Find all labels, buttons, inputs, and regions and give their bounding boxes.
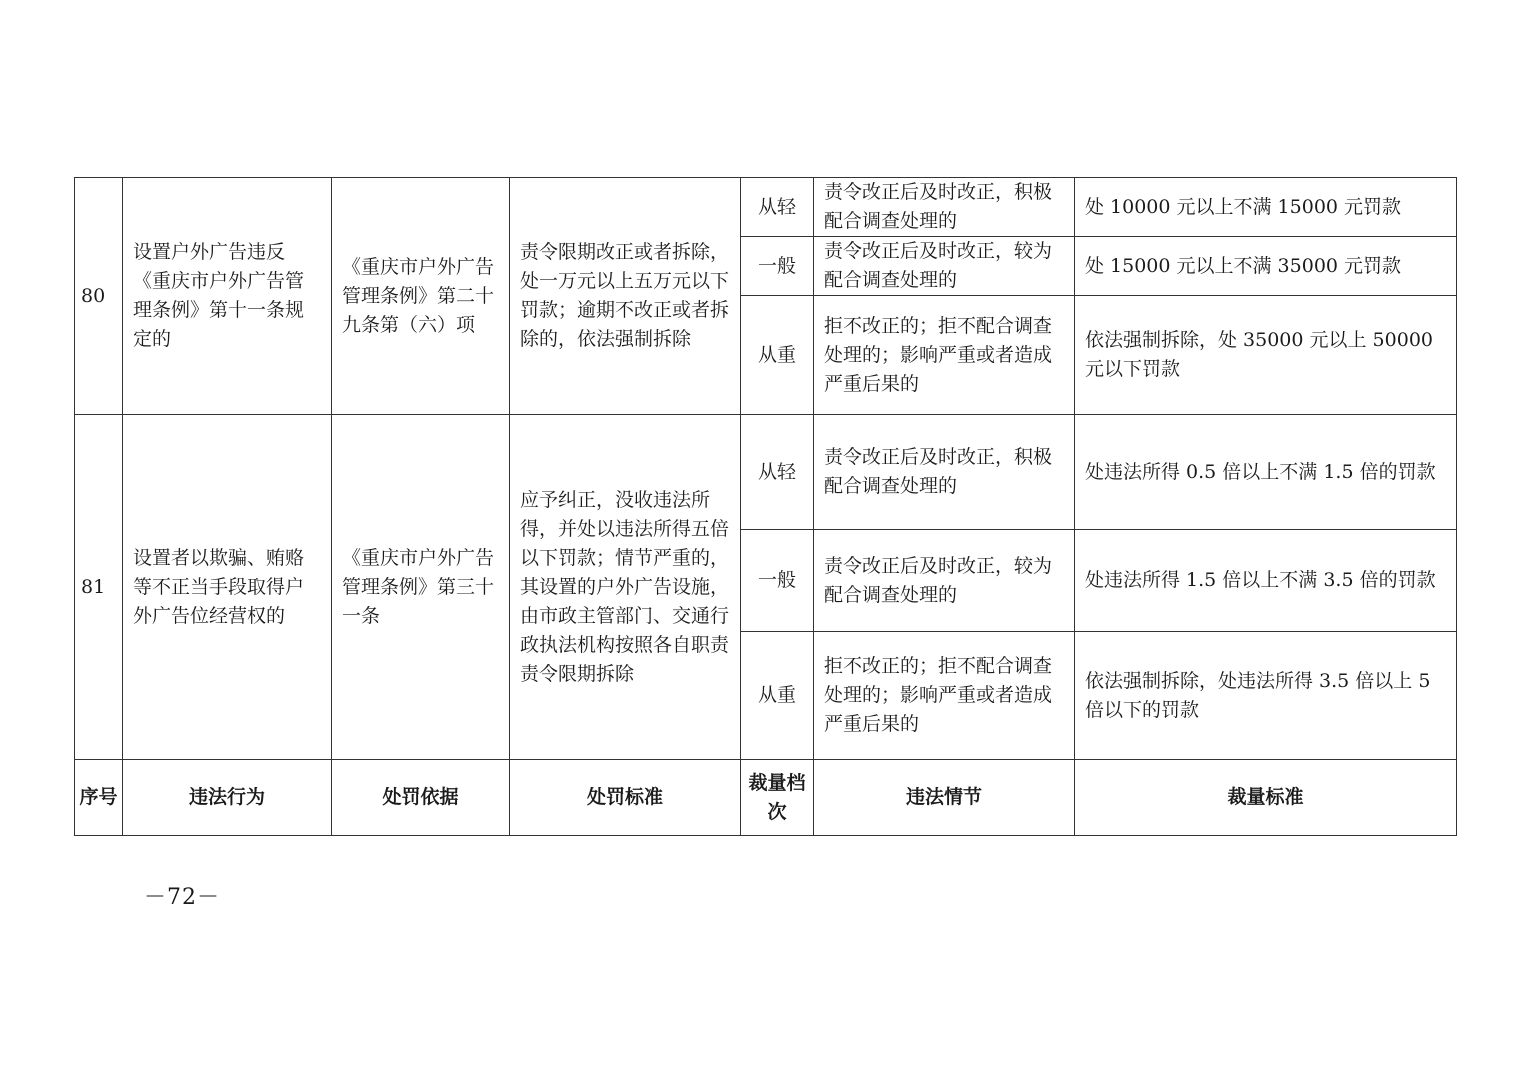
discretion-cell: 处违法所得 0.5 倍以上不满 1.5 倍的罚款 <box>1075 415 1457 530</box>
circumstance-cell: 责令改正后及时改正，较为配合调查处理的 <box>814 237 1075 296</box>
row-number: 81 <box>75 415 123 760</box>
violation-cell: 设置者以欺骗、贿赂等不正当手段取得户外广告位经营权的 <box>123 415 332 760</box>
table-row <box>75 178 1457 237</box>
level-cell: 从重 <box>741 632 814 760</box>
standard-cell: 责令限期改正或者拆除，处一万元以上五万元以下罚款；逾期不改正或者拆除的，依法强制拆除 <box>510 178 741 415</box>
level-cell: 从轻 <box>741 178 814 237</box>
circumstance-cell: 拒不改正的；拒不配合调查处理的；影响严重或者造成严重后果的 <box>814 632 1075 760</box>
circumstance-cell: 责令改正后及时改正，较为配合调查处理的 <box>814 530 1075 632</box>
header-level: 裁量档次 <box>741 760 814 836</box>
circumstance-cell: 责令改正后及时改正，积极配合调查处理的 <box>814 415 1075 530</box>
header-number: 序号 <box>75 760 123 836</box>
header-circumstance: 违法情节 <box>814 760 1075 836</box>
header-discretion: 裁量标准 <box>1075 760 1457 836</box>
header-basis: 处罚依据 <box>332 760 510 836</box>
discretion-cell: 依法强制拆除，处违法所得 3.5 倍以上 5 倍以下的罚款 <box>1075 632 1457 760</box>
discretion-cell: 处违法所得 1.5 倍以上不满 3.5 倍的罚款 <box>1075 530 1457 632</box>
header-standard: 处罚标准 <box>510 760 741 836</box>
discretion-cell: 处 10000 元以上不满 15000 元罚款 <box>1075 178 1457 237</box>
level-cell: 一般 <box>741 237 814 296</box>
level-cell: 一般 <box>741 530 814 632</box>
table-header-row <box>75 760 1457 836</box>
level-cell: 从轻 <box>741 415 814 530</box>
penalty-discretion-table <box>74 177 1457 836</box>
basis-cell: 《重庆市户外广告管理条例》第三十一条 <box>332 415 510 760</box>
page-number: －72－ <box>144 885 220 910</box>
violation-cell: 设置户外广告违反《重庆市户外广告管理条例》第十一条规定的 <box>123 178 332 415</box>
standard-cell: 应予纠正，没收违法所得，并处以违法所得五倍以下罚款；情节严重的，其设置的户外广告设施，由市政主管部门、交通行政执法机构按照各自职责责令限期拆除 <box>510 415 741 760</box>
level-cell: 从重 <box>741 296 814 415</box>
header-violation: 违法行为 <box>123 760 332 836</box>
table-row <box>75 415 1457 530</box>
circumstance-cell: 拒不改正的；拒不配合调查处理的；影响严重或者造成严重后果的 <box>814 296 1075 415</box>
basis-cell: 《重庆市户外广告管理条例》第二十九条第（六）项 <box>332 178 510 415</box>
circumstance-cell: 责令改正后及时改正，积极配合调查处理的 <box>814 178 1075 237</box>
discretion-cell: 依法强制拆除，处 35000 元以上 50000 元以下罚款 <box>1075 296 1457 415</box>
discretion-cell: 处 15000 元以上不满 35000 元罚款 <box>1075 237 1457 296</box>
row-number: 80 <box>75 178 123 415</box>
